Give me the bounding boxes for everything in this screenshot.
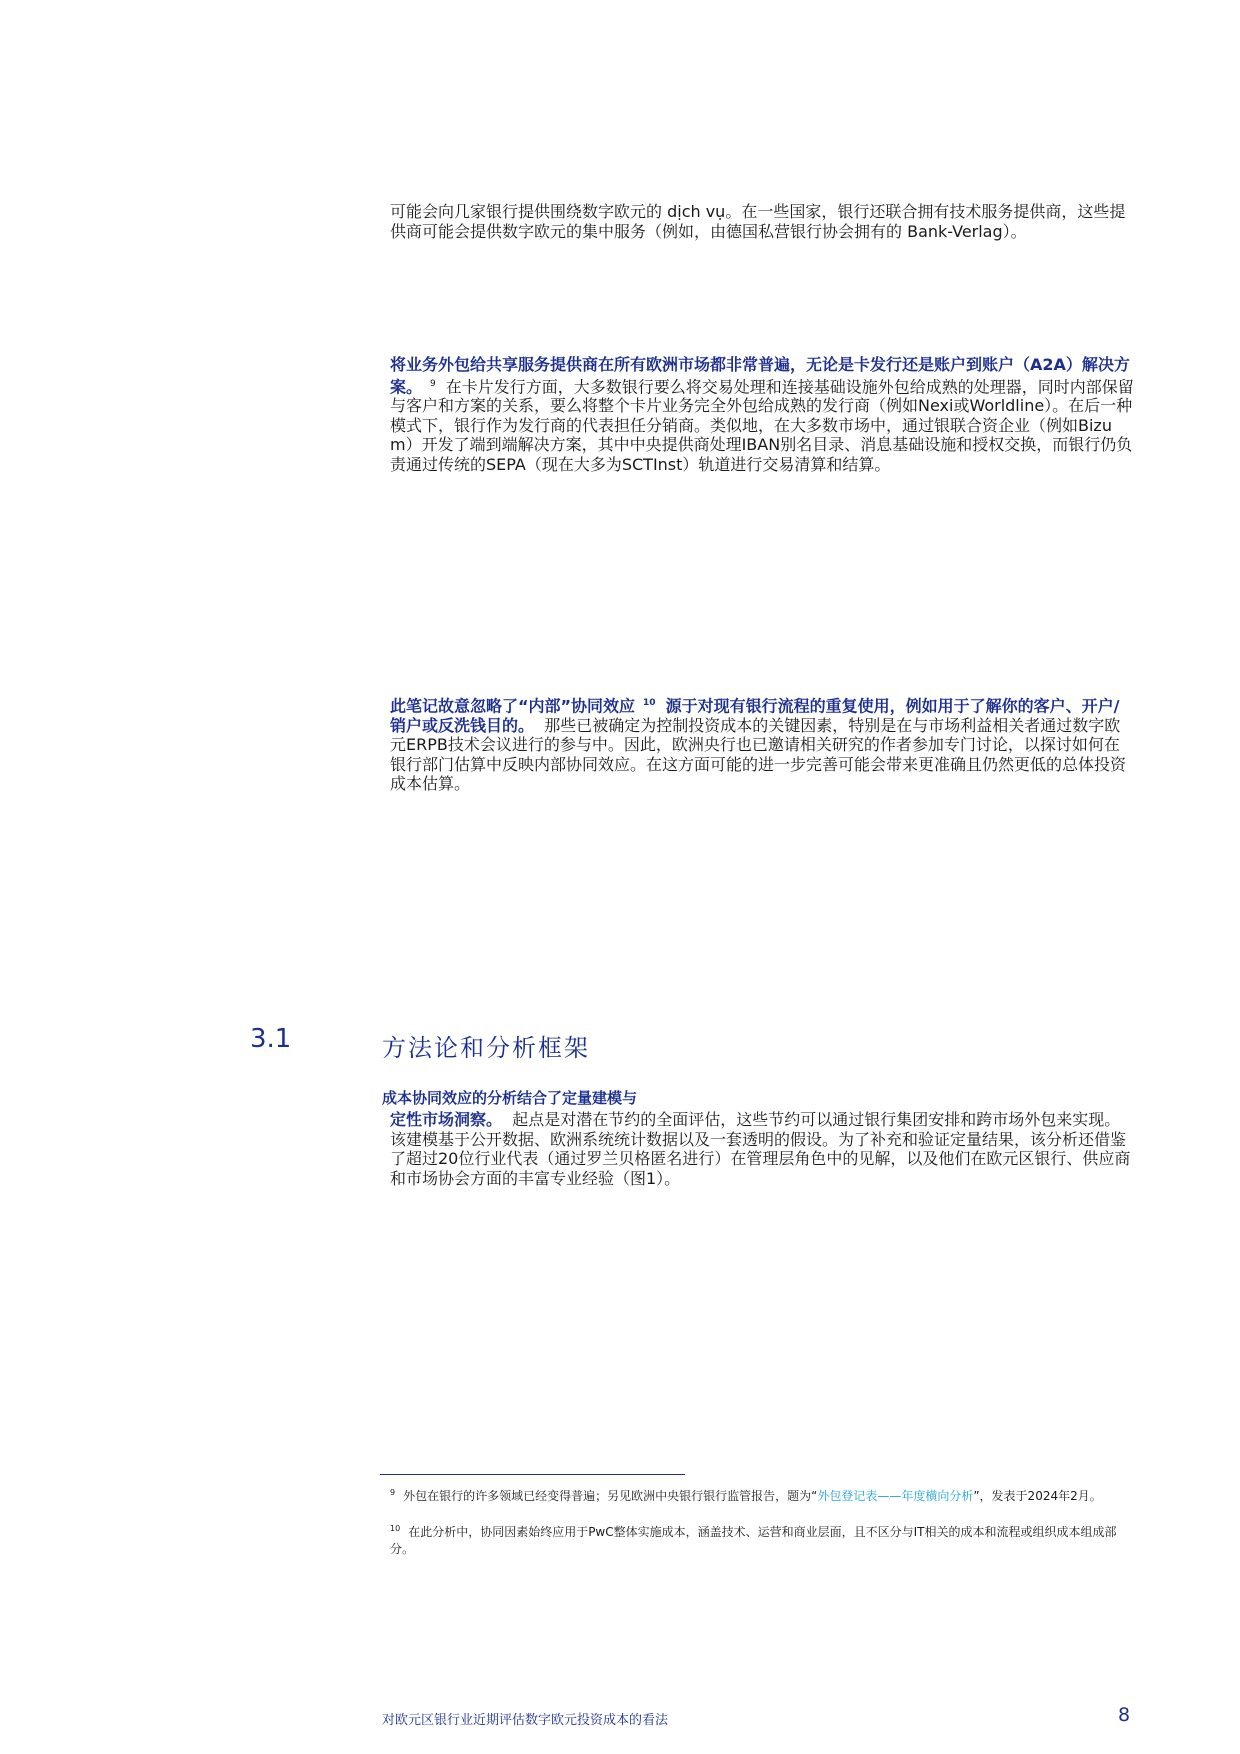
paragraph-lead: 将业务外包给共享服务提供商在所有欧洲市场都非常普遍，无论是卡发行还是账户到账户（A2A）解决方案。 [390,355,1130,396]
paragraph-outsourcing [390,355,1135,474]
paragraph-internal-synergies [390,694,1135,794]
footnote-text-end: ”，发表于2024年2月。 [973,1489,1102,1503]
paragraph-lead: 定性市场洞察。 [390,1110,503,1129]
paragraph-text: 可能会向几家银行提供围绕数字欧元的 dịch vụ。在一些国家，银行还联合拥有技术服务提供商，这些提供商可能会提供数字欧元的集中服务（例如，由德国私营银行协会拥有的 Bank-Verlag）。 [390,202,1126,241]
footnote-10 [390,1520,1135,1558]
page-number: 8 [1118,1704,1131,1726]
paragraph-lead-continued: 源于对现有银行流程的重复使用，例如用于了解你的客户、开户/销户或反洗钱目的。 [390,696,1120,735]
paragraph-text: 起点是对潜在节约的全面评估，这些节约可以通过银行集团安排和跨市场外包来实现。该建模基于公开数据、欧洲系统统计数据以及一套透明的假设。为了补充和验证定量结果，该分析还借鉴了超过20位行业代表（通过罗兰贝格匿名进行）在管理层角色中的见解，以及他们在欧元区银行、供应商和市场协会方面的丰富专业经验（图1）。 [390,1110,1131,1188]
footnote-ref-10[interactable]: 10 [643,698,656,708]
section-subheading: 成本协同效应的分析结合了定量建模与 [382,1089,638,1107]
section-number: 3.1 [250,1024,292,1054]
footnote-text: 在此分析中，协同因素始终应用于PwC整体实施成本，涵盖技术、运营和商业层面，且不区分与IT相关的成本和流程或组织成本组成部分。 [390,1525,1117,1556]
footnote-ref-9[interactable]: 9 [430,378,436,389]
footnote-link[interactable]: 外包登记表——年度横向分析 [817,1489,974,1503]
footnote-9 [390,1484,1135,1505]
paragraph-text: 在卡片发行方面，大多数银行要么将交易处理和连接基础设施外包给成熟的处理器，同时内部保留与客户和方案的关系，要么将整个卡片业务完全外包给成熟的发行商（例如Nexi或Worldline）。在后一种模式下，银行作为发行商的代表担任分销商。类似地，在大多数市场中，通过银联合资企业（例如Bizum）开发了端到端解决方案，其中中央提供商处理IBAN别名目录、消息基础设施和授权交换，而银行仍负责通过传统的SEPA（现在大多为SCTInst）轨道进行交易清算和结算。 [390,376,1134,474]
paragraph-methodology [390,1110,1135,1188]
paragraph-text: 那些已被确定为控制投资成本的关键因素，特别是在与市场利益相关者通过数字欧元ERPB技术会议进行的参与中。因此，欧洲央行也已邀请相关研究的作者参加专门讨论，以探讨如何在银行部门估算中反映内部协同效应。在这方面可能的进一步完善可能会带来更准确且仍然更低的总体投资成本估算。 [390,715,1127,794]
footnote-divider [380,1474,685,1475]
footnote-number: 9 [390,1488,396,1497]
paragraph-bank-services [390,202,1135,241]
footer-title: 对欧元区银行业近期评估数字欧元投资成本的看法 [382,1713,669,1728]
footnote-text: 外包在银行的许多领域已经变得普遍；另见欧洲中央银行银行监管报告，题为“ [403,1489,818,1503]
footnote-number: 10 [390,1524,401,1533]
section-title: 方法论和分析框架 [382,1034,590,1062]
paragraph-lead: 此笔记故意忽略了“内部”协同效应 [390,696,636,716]
